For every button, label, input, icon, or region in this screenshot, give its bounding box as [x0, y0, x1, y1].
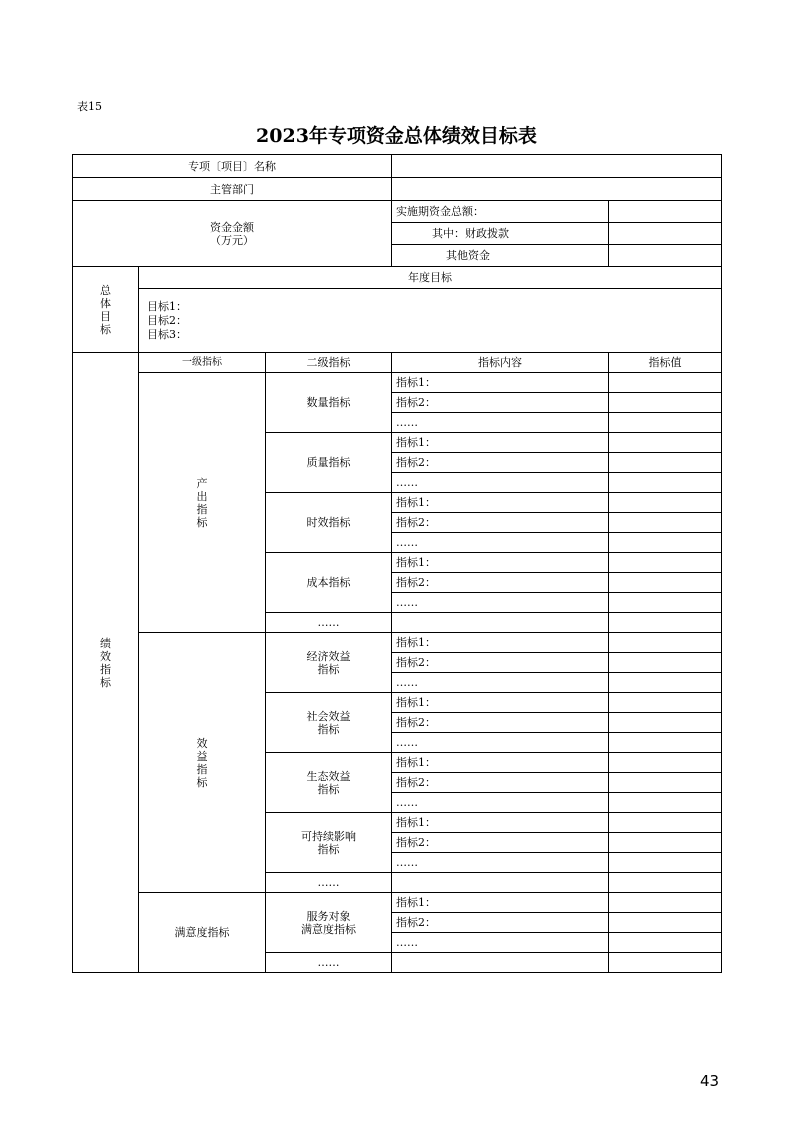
benefit-indicator-label: [139, 633, 266, 893]
goal-3: 目标3：: [147, 327, 187, 341]
col-level2: 二级指标: [266, 353, 392, 373]
indicator-item[interactable]: ……: [392, 473, 609, 493]
indicator-value[interactable]: [609, 413, 722, 433]
output-char: 指: [196, 502, 208, 516]
benefit-char: 益: [196, 749, 208, 763]
indicator-item[interactable]: 指标1：: [392, 553, 609, 573]
perf-char: 标: [100, 675, 111, 689]
overall-char: 标: [100, 322, 111, 336]
indicator-item[interactable]: 指标2：: [392, 773, 609, 793]
output-indicator-label: [139, 373, 266, 633]
ecological-benefit-indicator: [266, 753, 392, 813]
indicator-value[interactable]: [609, 873, 722, 893]
page-title: 2023年专项资金总体绩效目标表: [256, 125, 537, 147]
other-funds-value[interactable]: [609, 245, 722, 267]
indicator-item[interactable]: 指标2：: [392, 653, 609, 673]
quantity-indicator: 数量指标: [266, 373, 392, 433]
indicator-item[interactable]: ……: [392, 793, 609, 813]
indicator-item[interactable]: ……: [392, 853, 609, 873]
indicator-value[interactable]: [609, 453, 722, 473]
goal-1: 目标1：: [147, 299, 187, 313]
performance-target-table: [72, 154, 722, 973]
indicator-item[interactable]: 指标1：: [392, 493, 609, 513]
indicator-value[interactable]: [609, 553, 722, 573]
annual-goal-header: 年度目标: [139, 267, 722, 289]
other-funds-label: 其他资金: [392, 245, 609, 267]
timeliness-indicator: 时效指标: [266, 493, 392, 553]
funds-title: 资金金额: [210, 220, 254, 234]
satisfaction-more-indicators: ……: [266, 953, 392, 973]
indicator-value[interactable]: [609, 633, 722, 653]
indicator-value[interactable]: [609, 393, 722, 413]
funds-unit: （万元）: [210, 233, 254, 247]
indicator-value[interactable]: [609, 913, 722, 933]
indicator-item[interactable]: 指标1：: [392, 893, 609, 913]
indicator-value[interactable]: [609, 733, 722, 753]
indicator-item[interactable]: 指标2：: [392, 573, 609, 593]
indicator-value[interactable]: [609, 933, 722, 953]
quality-indicator: 质量指标: [266, 433, 392, 493]
col-content: 指标内容: [392, 353, 609, 373]
indicator-value[interactable]: [609, 893, 722, 913]
indicator-value[interactable]: [609, 773, 722, 793]
overall-goal-label: [73, 267, 139, 353]
group-name-line: 满意度指标: [301, 922, 356, 936]
indicator-item[interactable]: ……: [392, 593, 609, 613]
benefit-more-indicators: ……: [266, 873, 392, 893]
annual-goals-cell[interactable]: [139, 289, 722, 353]
indicator-item[interactable]: 指标1：: [392, 633, 609, 653]
indicator-value[interactable]: [609, 593, 722, 613]
overall-char: 体: [100, 296, 111, 310]
indicator-item[interactable]: 指标1：: [392, 813, 609, 833]
dept-value[interactable]: [392, 178, 722, 201]
indicator-item[interactable]: ……: [392, 533, 609, 553]
indicator-value[interactable]: [609, 953, 722, 973]
indicator-item[interactable]: 指标2：: [392, 913, 609, 933]
group-name-line: 指标: [317, 722, 340, 736]
perf-char: 效: [100, 649, 111, 663]
group-name-line: 经济效益: [306, 649, 351, 663]
indicator-value[interactable]: [609, 373, 722, 393]
dept-label: 主管部门: [73, 178, 392, 201]
indicator-item[interactable]: ……: [392, 413, 609, 433]
indicator-item[interactable]: 指标2：: [392, 453, 609, 473]
group-name-line: 可持续影响: [301, 829, 356, 843]
indicator-value[interactable]: [609, 673, 722, 693]
indicator-value[interactable]: [609, 853, 722, 873]
goal-2: 目标2：: [147, 313, 187, 327]
project-name-label: 专项〔项目〕名称: [73, 155, 392, 178]
col-value: 指标值: [609, 353, 722, 373]
fiscal-funds-value[interactable]: [609, 223, 722, 245]
funds-label: [73, 201, 392, 267]
fiscal-funds-label: 其中：财政拨款: [392, 223, 609, 245]
indicator-value[interactable]: [609, 513, 722, 533]
output-char: 产: [196, 476, 208, 490]
project-name-value[interactable]: [392, 155, 722, 178]
indicator-item[interactable]: 指标2：: [392, 833, 609, 853]
benefit-char: 效: [196, 736, 208, 750]
indicator-value[interactable]: [609, 493, 722, 513]
indicator-value[interactable]: [609, 533, 722, 553]
table-number-label: 表15: [77, 100, 102, 113]
indicator-item[interactable]: 指标2：: [392, 393, 609, 413]
indicator-item[interactable]: 指标2：: [392, 513, 609, 533]
indicator-item[interactable]: 指标1：: [392, 753, 609, 773]
benefit-char: 标: [196, 775, 208, 789]
total-funds-value[interactable]: [609, 201, 722, 223]
indicator-value[interactable]: [609, 813, 722, 833]
indicator-item[interactable]: 指标1：: [392, 373, 609, 393]
overall-char: 总: [100, 283, 111, 297]
perf-char: 指: [100, 662, 111, 676]
sustainable-impact-indicator: [266, 813, 392, 873]
total-funds-label: 实施期资金总额：: [392, 201, 609, 223]
output-char: 标: [196, 515, 208, 529]
indicator-value[interactable]: [609, 473, 722, 493]
indicator-value[interactable]: [609, 653, 722, 673]
satisfaction-indicator-label: 满意度指标: [139, 893, 266, 973]
indicator-value[interactable]: [609, 793, 722, 813]
col-level1: 一级指标: [139, 353, 266, 373]
indicator-value[interactable]: [609, 433, 722, 453]
output-char: 出: [196, 489, 208, 503]
indicator-item[interactable]: [392, 953, 609, 973]
indicator-item[interactable]: [392, 613, 609, 633]
indicator-value[interactable]: [609, 573, 722, 593]
indicator-value[interactable]: [609, 753, 722, 773]
perf-char: 绩: [100, 636, 111, 650]
perf-indicator-label: [73, 353, 139, 973]
indicator-value[interactable]: [609, 713, 722, 733]
group-name-line: 服务对象: [306, 909, 351, 923]
indicator-value[interactable]: [609, 693, 722, 713]
indicator-item[interactable]: ……: [392, 733, 609, 753]
group-name-line: 生态效益: [306, 769, 351, 783]
economic-benefit-indicator: [266, 633, 392, 693]
group-name-line: 指标: [317, 842, 340, 856]
indicator-item[interactable]: 指标2：: [392, 713, 609, 733]
overall-char: 目: [100, 309, 111, 323]
indicator-item[interactable]: 指标1：: [392, 433, 609, 453]
indicator-item[interactable]: [392, 873, 609, 893]
page-number: 43: [700, 1072, 720, 1090]
service-satisfaction-indicator: [266, 893, 392, 953]
indicator-item[interactable]: ……: [392, 933, 609, 953]
indicator-value[interactable]: [609, 613, 722, 633]
group-name-line: 指标: [317, 662, 340, 676]
output-more-indicators: ……: [266, 613, 392, 633]
group-name-line: 指标: [317, 782, 340, 796]
indicator-value[interactable]: [609, 833, 722, 853]
indicator-item[interactable]: ……: [392, 673, 609, 693]
cost-indicator: 成本指标: [266, 553, 392, 613]
social-benefit-indicator: [266, 693, 392, 753]
indicator-item[interactable]: 指标1：: [392, 693, 609, 713]
benefit-char: 指: [196, 762, 208, 776]
group-name-line: 社会效益: [306, 709, 351, 723]
